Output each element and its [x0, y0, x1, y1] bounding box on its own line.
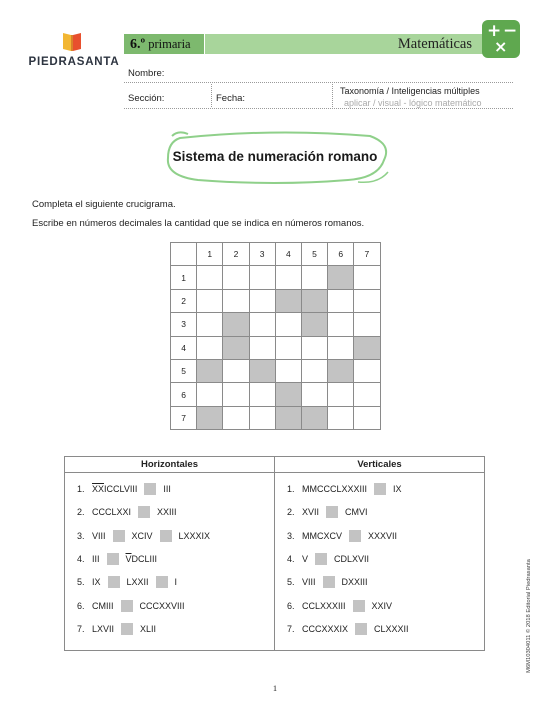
roman-numeral: LXXXIX — [178, 530, 211, 541]
taxonomy-label: Taxonomía / Inteligencias múltiples — [340, 86, 480, 96]
taxonomy-detail: aplicar / visual - lógico matemático — [344, 98, 482, 108]
column-number: 4 — [275, 243, 301, 266]
answer-cell[interactable] — [197, 313, 223, 336]
clue-number: 4. — [77, 553, 85, 564]
blocked-cell — [249, 359, 275, 382]
answer-cell[interactable] — [249, 406, 275, 429]
roman-numeral: IX — [393, 484, 402, 494]
form-divider — [332, 84, 333, 107]
answer-cell[interactable] — [223, 406, 249, 429]
roman-numeral: V — [302, 553, 309, 564]
roman-numeral: CCCLXXI — [92, 507, 132, 518]
blocked-cell — [223, 336, 249, 359]
roman-numeral: XVII — [302, 507, 320, 518]
vertical-clue — [287, 506, 368, 518]
subject-label: Matemáticas — [205, 34, 490, 54]
answer-cell[interactable] — [223, 383, 249, 406]
answer-cell[interactable] — [275, 336, 301, 359]
answer-cell[interactable] — [249, 266, 275, 289]
row-number: 4 — [171, 336, 197, 359]
answer-cell[interactable] — [197, 336, 223, 359]
vertical-heading: Verticales — [275, 457, 484, 473]
vertical-clue — [287, 483, 402, 495]
answer-cell[interactable] — [223, 266, 249, 289]
answer-cell[interactable] — [301, 336, 327, 359]
roman-numeral: XCIV — [131, 530, 153, 541]
operator-box[interactable] — [156, 576, 168, 588]
answer-cell[interactable] — [301, 359, 327, 382]
title-banner — [158, 128, 392, 186]
horizontal-clue — [77, 576, 177, 588]
operator-box[interactable] — [121, 623, 133, 635]
answer-cell[interactable] — [223, 289, 249, 312]
operator-box[interactable] — [315, 553, 327, 565]
answer-cell[interactable] — [328, 313, 354, 336]
roman-numeral: CLXXXII — [374, 623, 409, 634]
clue-number: 1. — [77, 484, 85, 494]
blocked-cell — [328, 266, 354, 289]
roman-numeral: VIII — [92, 530, 106, 541]
answer-cell[interactable] — [197, 383, 223, 406]
clue-number: 6. — [77, 600, 85, 611]
operator-box[interactable] — [323, 576, 335, 588]
operator-box[interactable] — [349, 530, 361, 542]
operator-box[interactable] — [326, 506, 338, 518]
vertical-clue — [287, 600, 392, 612]
roman-numeral: $\overline{XX}ICCLVIII$ — [92, 484, 138, 494]
blocked-cell — [301, 406, 327, 429]
roman-numeral: III — [92, 553, 100, 564]
roman-numeral: CCLXXXIII — [302, 600, 346, 611]
vertical-clue — [287, 576, 368, 588]
operator-box[interactable] — [138, 506, 150, 518]
answer-cell[interactable] — [249, 383, 275, 406]
vertical-clue — [287, 623, 409, 635]
answer-cell[interactable] — [354, 266, 380, 289]
roman-numeral: XLII — [140, 623, 157, 634]
answer-cell[interactable] — [328, 406, 354, 429]
column-number: 6 — [328, 243, 354, 266]
clue-number: 5. — [77, 577, 85, 588]
answer-cell[interactable] — [223, 359, 249, 382]
publisher-logo — [26, 30, 122, 70]
answer-cell[interactable] — [328, 336, 354, 359]
name-label: Nombre: — [128, 68, 165, 79]
clue-number: 4. — [287, 553, 295, 564]
section-line — [124, 108, 513, 109]
vertical-clue — [287, 530, 397, 542]
answer-cell[interactable] — [249, 289, 275, 312]
clue-number: 7. — [287, 623, 295, 634]
side-code: M6M10304011 © 2018 Editorial Piedrasanta — [526, 559, 532, 673]
clue-number: 6. — [287, 600, 295, 611]
horizontal-heading: Horizontales — [65, 457, 274, 473]
roman-numeral: CMVI — [345, 507, 368, 518]
answer-cell[interactable] — [275, 359, 301, 382]
roman-numeral: I — [174, 577, 178, 588]
horizontal-clue — [77, 623, 156, 635]
blocked-cell — [275, 406, 301, 429]
column-number: 5 — [301, 243, 327, 266]
column-number: 7 — [354, 243, 380, 266]
roman-numeral: CCCXXVIII — [139, 600, 185, 611]
roman-numeral: III — [163, 484, 171, 494]
section-label: Sección: — [128, 93, 165, 104]
blocked-cell — [197, 406, 223, 429]
clue-number: 2. — [77, 507, 85, 518]
answer-cell[interactable] — [197, 266, 223, 289]
horizontal-clue — [77, 506, 177, 518]
operator-box[interactable] — [144, 483, 156, 495]
roman-numeral: CMIII — [92, 600, 114, 611]
answer-cell[interactable] — [328, 289, 354, 312]
answer-cell[interactable] — [249, 336, 275, 359]
roman-numeral: $\overline{V}DCLIII$ — [125, 553, 158, 564]
answer-cell[interactable] — [275, 313, 301, 336]
answer-cell[interactable] — [301, 266, 327, 289]
roman-numeral: LXXII — [126, 577, 149, 588]
answer-cell[interactable] — [301, 383, 327, 406]
roman-numeral: MMCXCV — [302, 530, 342, 541]
instruction-2: Escribe en números decimales la cantidad que se indica en números romanos. — [32, 218, 365, 229]
grade-number: 6.º — [130, 37, 146, 52]
row-number: 2 — [171, 289, 197, 312]
crossword-grid — [170, 242, 381, 430]
blocked-cell — [223, 313, 249, 336]
date-label: Fecha: — [216, 93, 246, 104]
horizontal-clue — [77, 530, 210, 542]
operator-box[interactable] — [374, 483, 386, 495]
answer-cell[interactable] — [354, 313, 380, 336]
horizontal-clue — [77, 553, 157, 565]
operator-box[interactable] — [355, 623, 367, 635]
roman-numeral: LXVII — [92, 623, 115, 634]
roman-numeral: XXIV — [371, 600, 393, 611]
blocked-cell — [275, 383, 301, 406]
roman-numeral: VIII — [302, 577, 316, 588]
clue-number: 2. — [287, 507, 295, 518]
blocked-cell — [275, 289, 301, 312]
answer-cell[interactable] — [354, 406, 380, 429]
form-divider — [211, 84, 212, 107]
operator-box[interactable] — [121, 600, 133, 612]
roman-numeral: MMCCCLXXXIII — [302, 484, 368, 494]
row-number: 1 — [171, 266, 197, 289]
clue-number: 3. — [77, 530, 85, 541]
clue-number: 1. — [287, 484, 295, 494]
roman-numeral: XXIII — [157, 507, 177, 518]
operator-box[interactable] — [108, 576, 120, 588]
row-number: 6 — [171, 383, 197, 406]
horizontal-column — [65, 457, 275, 650]
operator-box[interactable] — [113, 530, 125, 542]
blocked-cell — [328, 359, 354, 382]
blocked-cell — [301, 313, 327, 336]
horizontal-clue — [77, 483, 171, 495]
instruction-1: Completa el siguiente crucigrama. — [32, 199, 176, 210]
horizontal-clue — [77, 600, 185, 612]
column-number: 1 — [197, 243, 223, 266]
roman-numeral: DXXIII — [341, 577, 368, 588]
roman-numeral: CDLXVII — [334, 553, 370, 564]
name-line — [124, 82, 513, 83]
answer-cell[interactable] — [354, 383, 380, 406]
answer-cell[interactable] — [328, 383, 354, 406]
vertical-clue — [287, 553, 369, 565]
blocked-cell — [301, 289, 327, 312]
clue-number: 7. — [77, 623, 85, 634]
roman-numeral: CCCXXXIX — [302, 623, 349, 634]
answer-cell[interactable] — [354, 289, 380, 312]
clue-number: 3. — [287, 530, 295, 541]
blocked-cell — [354, 336, 380, 359]
book-logo-icon — [61, 30, 83, 52]
operator-box[interactable] — [107, 553, 119, 565]
vertical-column — [275, 457, 484, 650]
page-number: 1 — [272, 683, 278, 693]
operator-box[interactable] — [160, 530, 172, 542]
row-number: 7 — [171, 406, 197, 429]
roman-numeral: IX — [92, 577, 101, 588]
logo-text: PIEDRASANTA — [28, 56, 120, 68]
column-number: 2 — [223, 243, 249, 266]
answer-cell[interactable] — [197, 289, 223, 312]
answer-cell[interactable] — [275, 266, 301, 289]
row-number: 5 — [171, 359, 197, 382]
operator-box[interactable] — [353, 600, 365, 612]
row-number: 3 — [171, 313, 197, 336]
answer-cell[interactable] — [249, 313, 275, 336]
grade-word: primaria — [148, 37, 191, 51]
grade-label — [124, 34, 204, 54]
clue-number: 5. — [287, 577, 295, 588]
math-operations-icon: + − × — [482, 20, 520, 58]
answer-cell[interactable] — [354, 359, 380, 382]
grid-corner — [171, 243, 197, 266]
roman-numeral: XXXVII — [368, 530, 398, 541]
page-title: Sistema de numeración romano — [172, 149, 378, 164]
column-number: 3 — [249, 243, 275, 266]
blocked-cell — [197, 359, 223, 382]
clues-table — [64, 456, 485, 651]
